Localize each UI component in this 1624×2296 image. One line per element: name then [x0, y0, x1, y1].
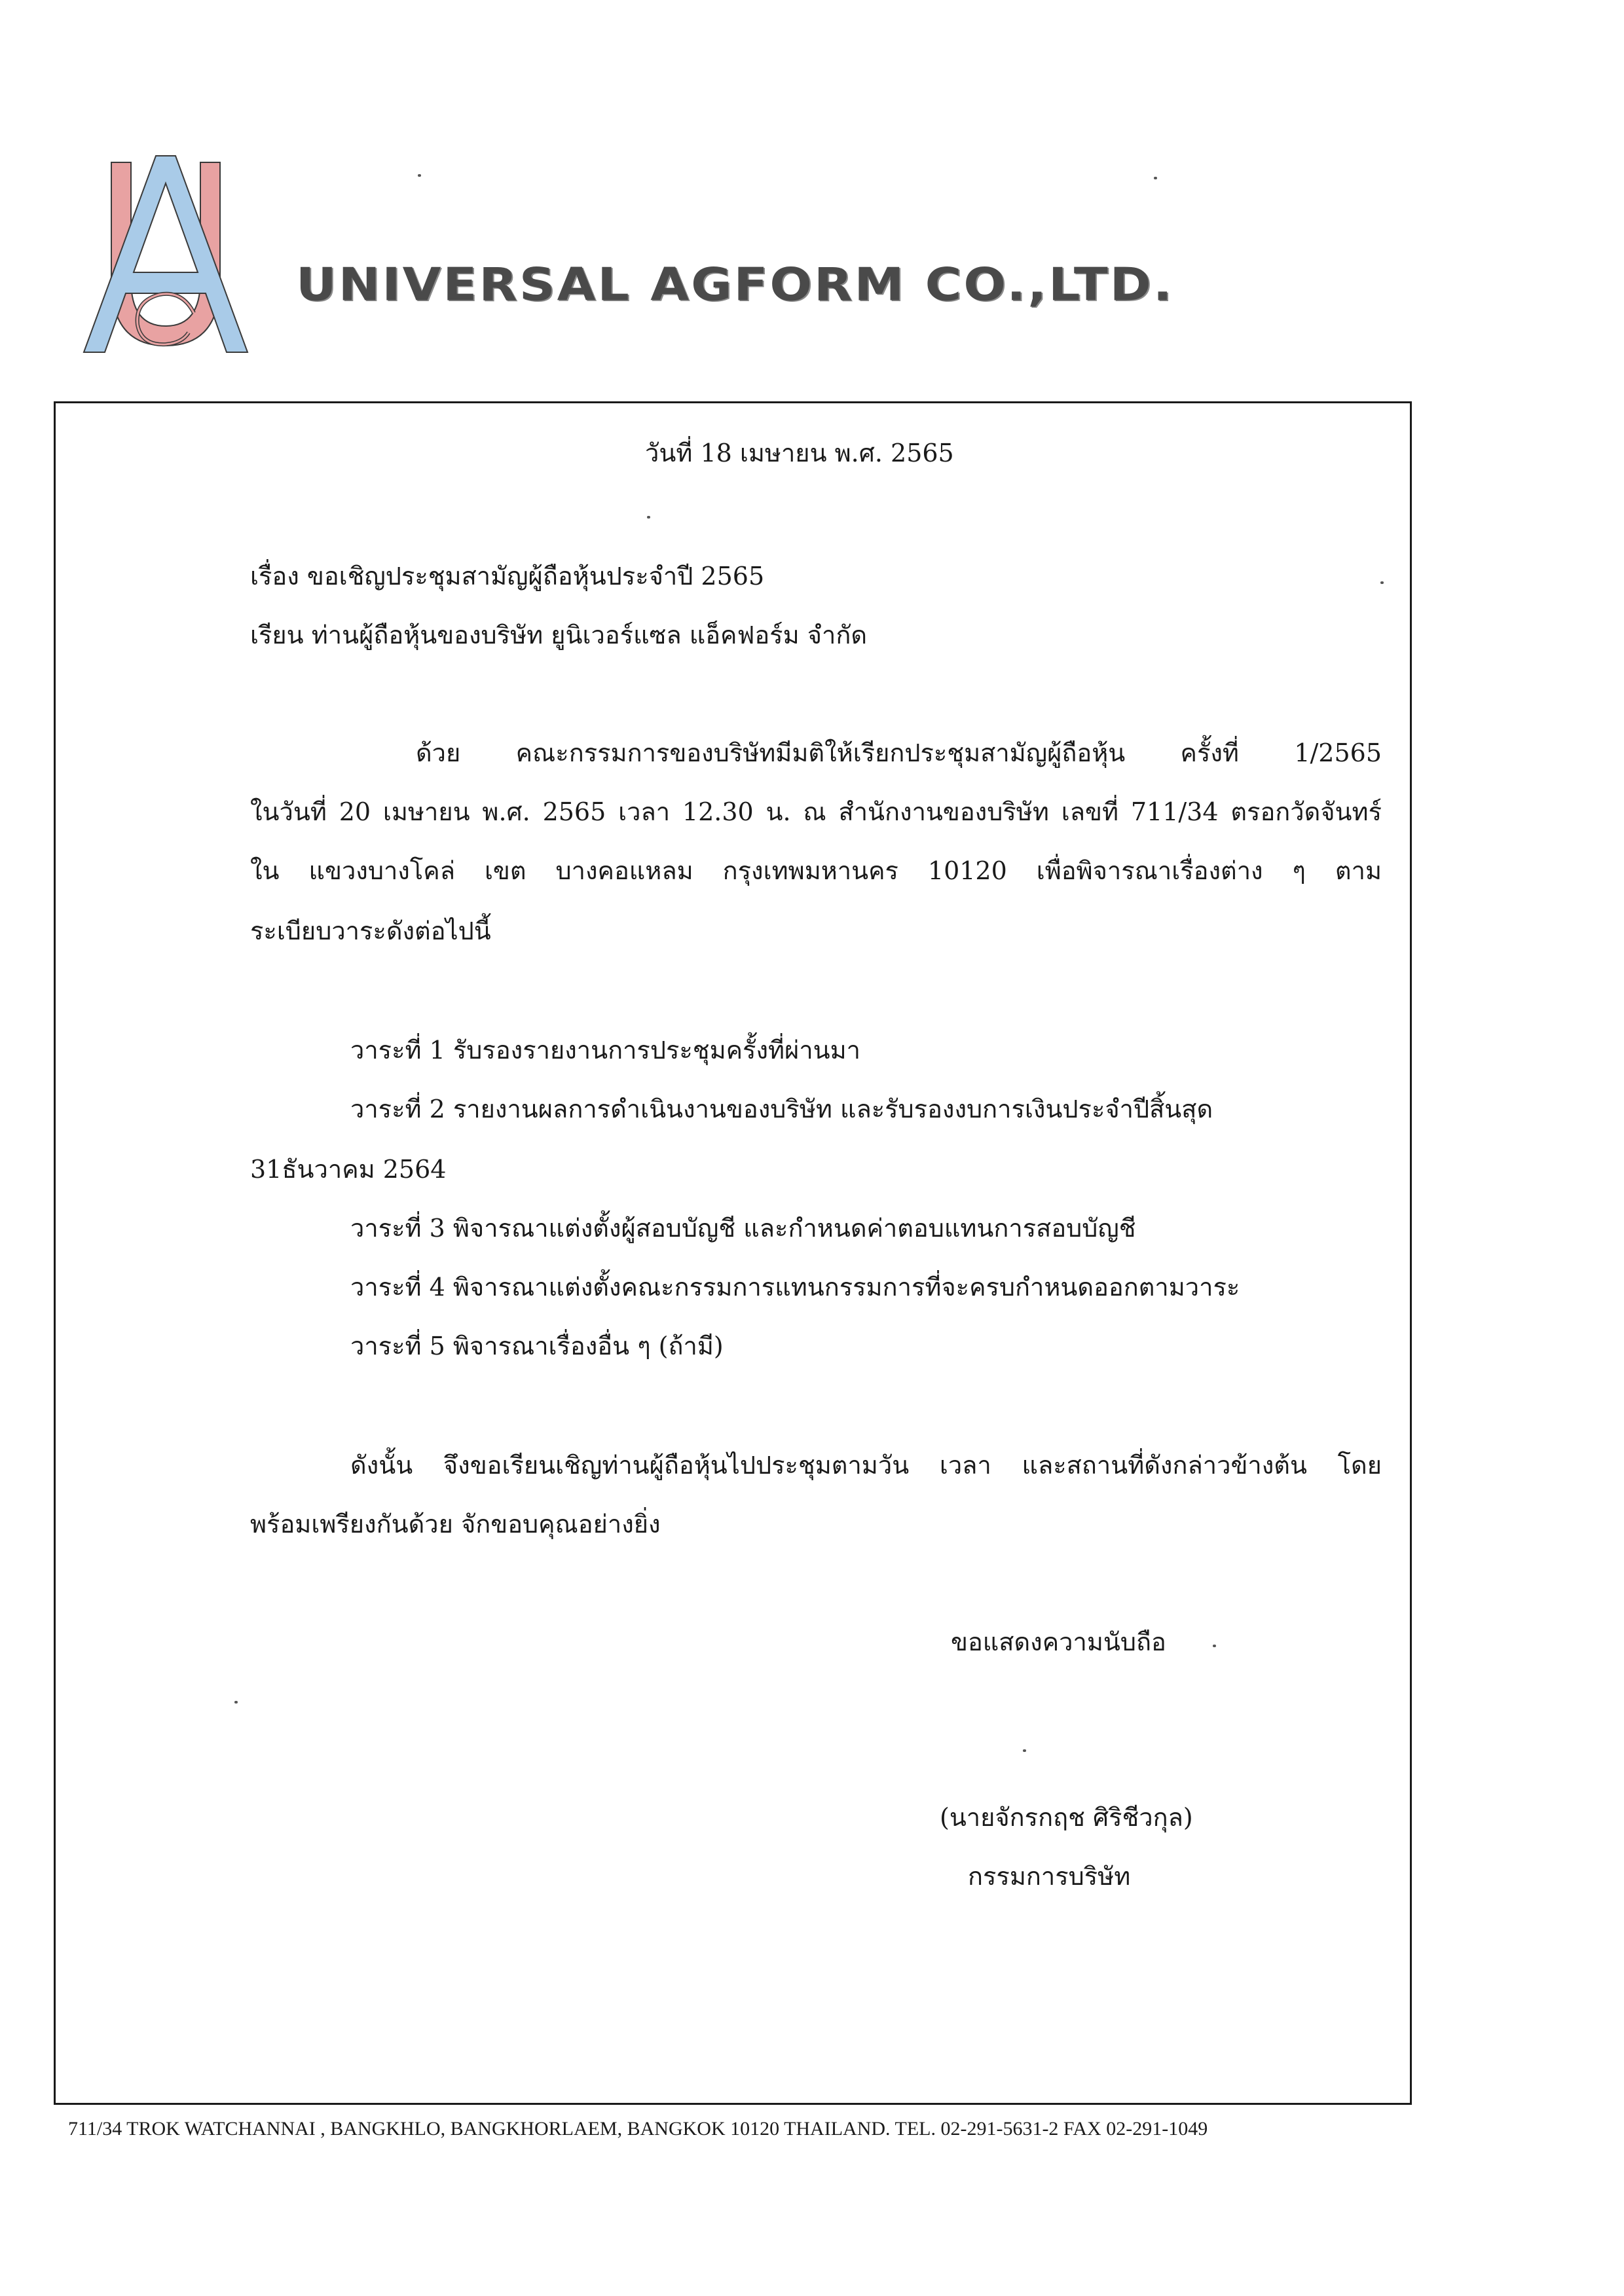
- body-line: ใน แขวงบางโคล่ เขต บางคอแหลม กรุงเทพมหานคร 10120 เพื่อพิจารณาเรื่องต่าง ๆ ตาม: [250, 856, 1382, 885]
- agenda-item-1: วาระที่ 1 รับรองรายงานการประชุมครั้งที่ผ่านมา: [350, 1036, 861, 1065]
- company-name: UNIVERSAL AGFORM CO.,LTD.: [296, 257, 1174, 311]
- letter-frame: [54, 401, 1412, 2105]
- agenda-item-2: วาระที่ 2 รายงานผลการดำเนินงานของบริษัท และรับรองงบการเงินประจำปีสิ้นสุด: [350, 1095, 1213, 1123]
- agenda-item-2-continuation: 31ธันวาคม 2564: [250, 1155, 447, 1184]
- scan-speck: [234, 1701, 238, 1704]
- letter-subject: เรื่อง ขอเชิญประชุมสามัญผู้ถือหุ้นประจำปี 2565: [250, 562, 765, 591]
- body-line: ด้วย คณะกรรมการของบริษัทมีมติให้เรียกประชุมสามัญผู้ถือหุ้น ครั้งที่ 1/2565: [416, 738, 1382, 767]
- letter-recipient: เรียน ท่านผู้ถือหุ้นของบริษัท ยูนิเวอร์แซล แอ็คฟอร์ม จำกัด: [250, 621, 868, 649]
- closing-line: พร้อมเพรียงกันด้วย จักขอบคุณอย่างยิ่ง: [250, 1510, 661, 1539]
- letter-date: วันที่ 18 เมษายน พ.ศ. 2565: [645, 439, 954, 467]
- scan-speck: [647, 516, 650, 519]
- company-logo: [77, 149, 254, 359]
- agenda-item-4: วาระที่ 4 พิจารณาแต่งตั้งคณะกรรมการแทนกรรมการที่จะครบกำหนดออกตามวาระ: [350, 1273, 1240, 1302]
- footer-address: 711/34 TROK WATCHANNAI , BANGKHLO, BANGKHORLAEM, BANGKOK 10120 THAILAND. TEL. 02-291-5631-2 FAX 02-291-1049: [68, 2118, 1208, 2140]
- scan-speck: [1213, 1645, 1216, 1647]
- closing-line: ดังนั้น จึงขอเรียนเชิญท่านผู้ถือหุ้นไปประชุมตามวัน เวลา และสถานที่ดังกล่าวข้างต้น โดย: [350, 1451, 1382, 1480]
- signatory-name: (นายจักรกฤช ศิริชีวกุล): [940, 1803, 1193, 1832]
- scan-speck: [418, 174, 421, 177]
- logo-letter-a: [84, 156, 248, 352]
- scan-speck: [1380, 581, 1384, 584]
- signatory-title: กรรมการบริษัท: [968, 1862, 1131, 1891]
- salutation: ขอแสดงความนับถือ: [951, 1628, 1166, 1656]
- agenda-item-5: วาระที่ 5 พิจารณาเรื่องอื่น ๆ (ถ้ามี): [350, 1332, 724, 1360]
- scan-speck: [1154, 177, 1157, 179]
- body-line: ระเบียบวาระดังต่อไปนี้: [250, 917, 491, 945]
- body-line: ในวันที่ 20 เมษายน พ.ศ. 2565 เวลา 12.30 น. ณ สำนักงานของบริษัท เลขที่ 711/34 ตรอกวัดจันทร์: [250, 797, 1382, 826]
- agenda-item-3: วาระที่ 3 พิจารณาแต่งตั้งผู้สอบบัญชี และกำหนดค่าตอบแทนการสอบบัญชี: [350, 1214, 1136, 1243]
- scan-speck: [1023, 1749, 1026, 1752]
